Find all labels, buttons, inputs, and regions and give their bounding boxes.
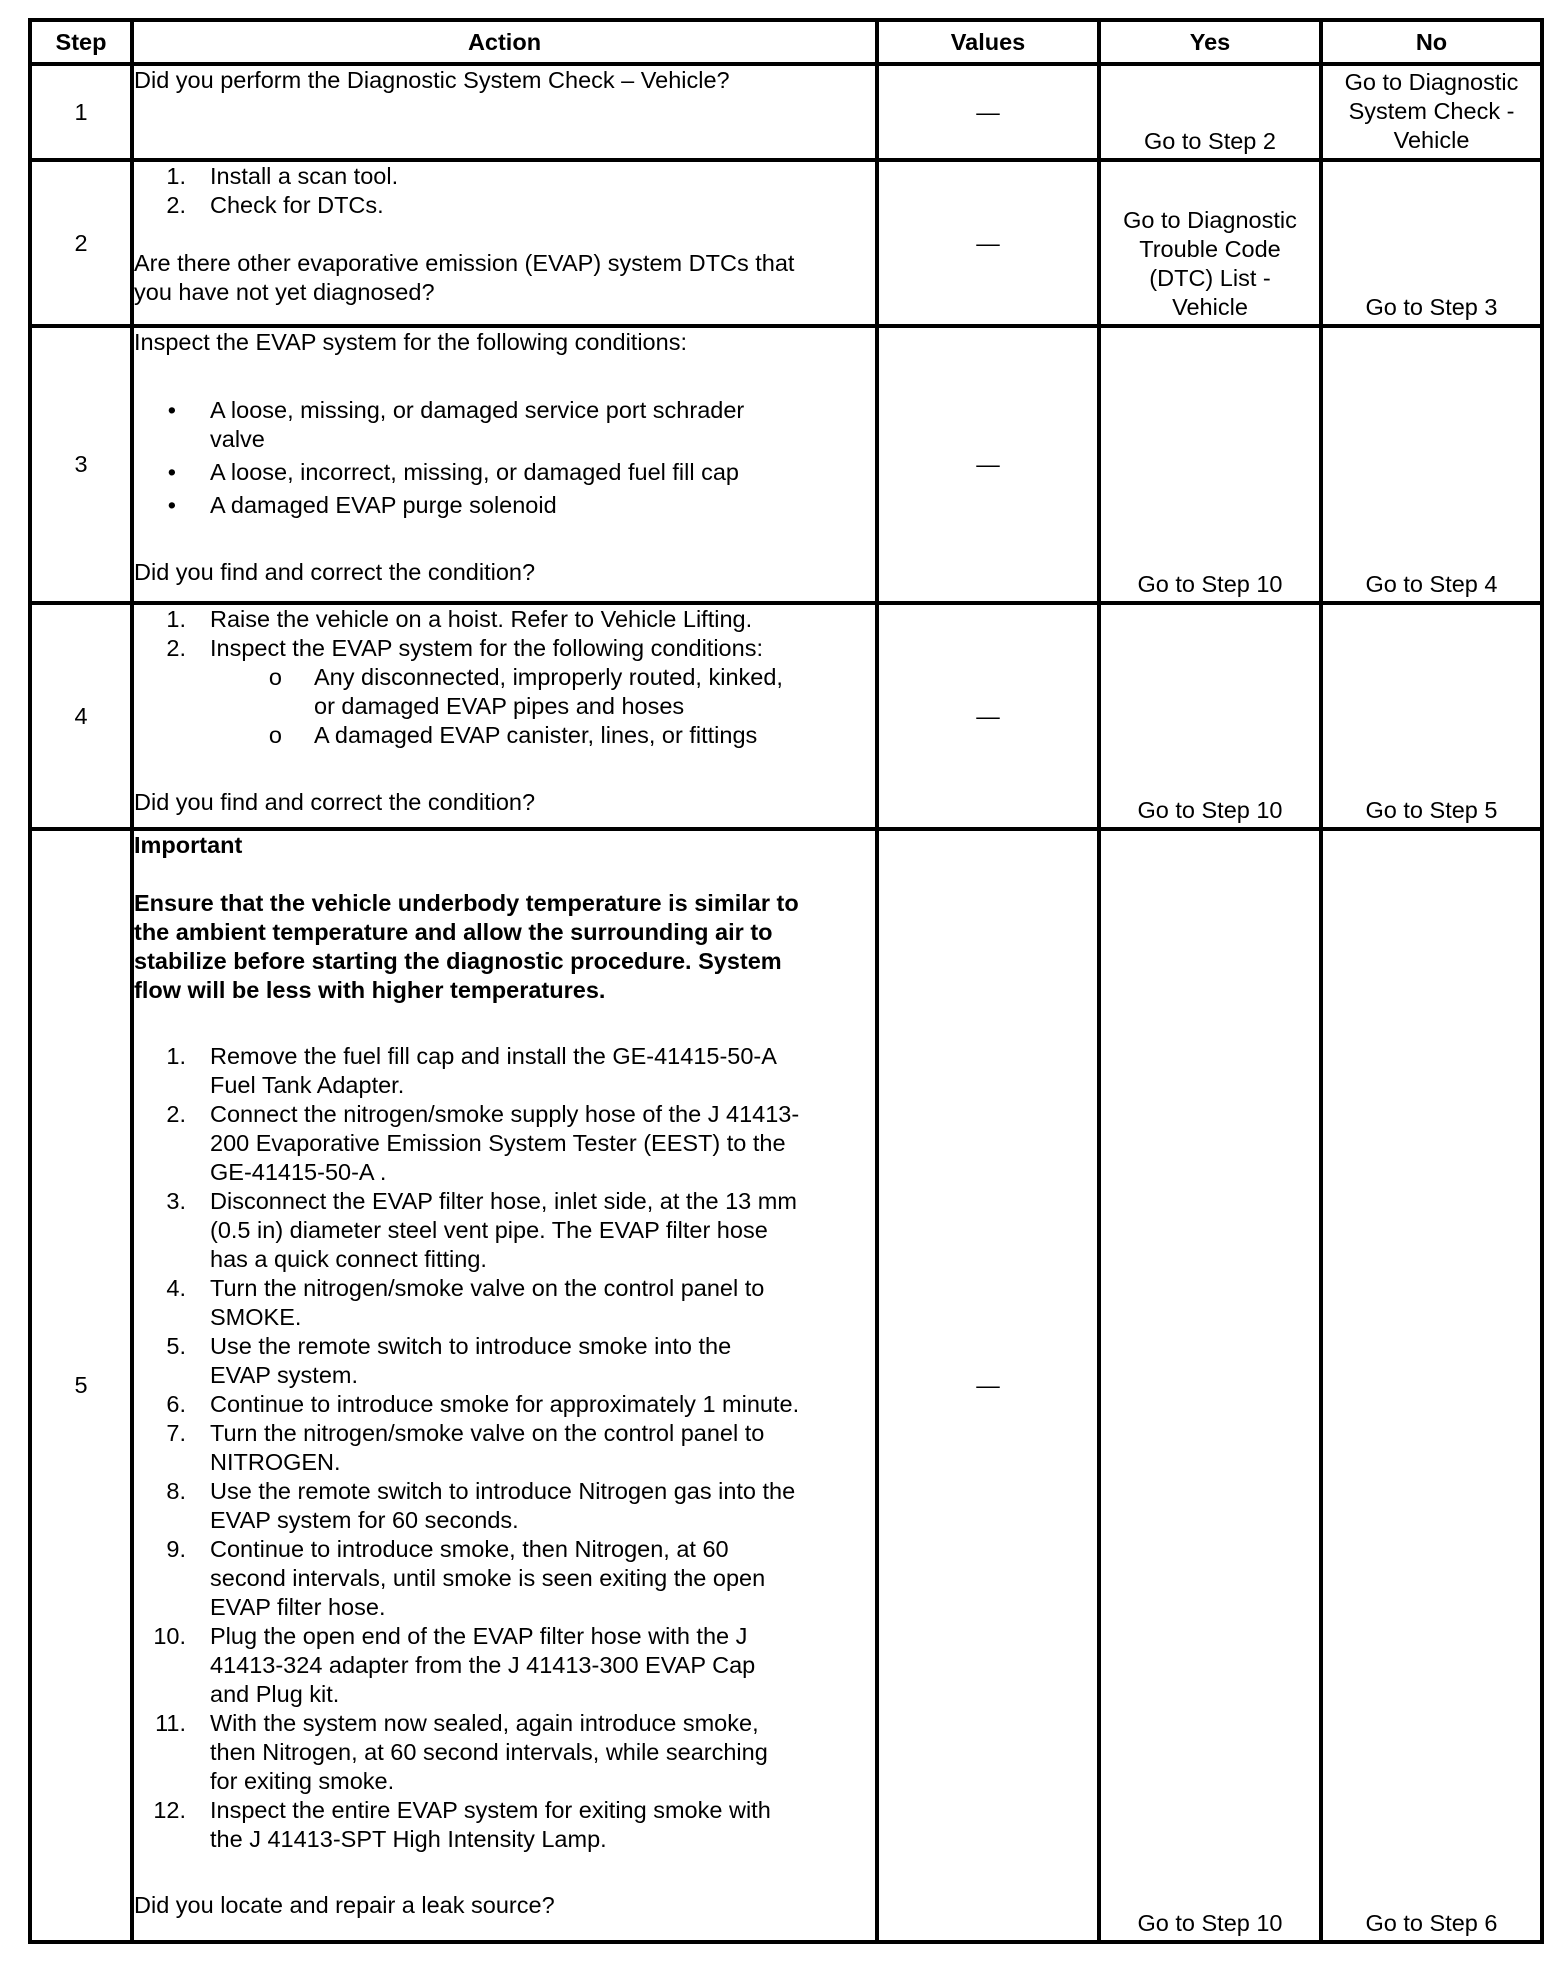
no-cell bbox=[1321, 160, 1542, 326]
header-step: Step bbox=[30, 20, 132, 64]
list-item: 6. Continue to introduce smoke for approximately 1 minute. bbox=[166, 1391, 800, 1417]
list-item: 2. Connect the nitrogen/smoke supply hose of the J 41413- 200 Evaporative Emission System Tester (EEST) to the GE-41415-50-A . bbox=[166, 1101, 800, 1185]
diagnostic-table bbox=[28, 18, 1544, 1944]
important-text: the ambient temperature and allow the surrounding air to bbox=[134, 919, 773, 945]
no-cell bbox=[1321, 829, 1542, 1942]
action-cell bbox=[132, 603, 877, 829]
action-cell bbox=[132, 64, 877, 160]
header-row bbox=[30, 20, 1542, 64]
header-no: No bbox=[1321, 20, 1542, 64]
header-values: Values bbox=[877, 20, 1099, 64]
no-cell bbox=[1321, 64, 1542, 160]
no-link[interactable]: Go to Step 6 bbox=[1365, 1910, 1498, 1936]
table-row-step-3 bbox=[30, 326, 1542, 603]
list-item: 11. With the system now sealed, again introduce smoke, then Nitrogen, at 60 second intervals, while searching for exiting smoke. bbox=[155, 1710, 768, 1794]
yes-line: Trouble Code bbox=[1139, 236, 1281, 262]
no-link[interactable]: Go to Step 5 bbox=[1365, 797, 1498, 823]
header-yes: Yes bbox=[1099, 20, 1321, 64]
action-cell bbox=[132, 326, 877, 603]
sub-item: o A damaged EVAP canister, lines, or fittings bbox=[268, 722, 758, 748]
question-text: you have not yet diagnosed? bbox=[134, 279, 435, 305]
important-text: Ensure that the vehicle underbody temperature is similar to bbox=[134, 890, 799, 916]
values-cell: — bbox=[877, 326, 1099, 603]
step-number: 2 bbox=[30, 160, 132, 326]
no-cell bbox=[1321, 326, 1542, 603]
bullet-item: • A loose, missing, or damaged service port schrader valve bbox=[167, 397, 745, 452]
yes-link[interactable]: Go to Step 10 bbox=[1137, 1910, 1283, 1936]
no-line: Vehicle bbox=[1393, 127, 1470, 153]
table-row-step-1 bbox=[30, 64, 1542, 160]
list-item: 2. Inspect the EVAP system for the following conditions: bbox=[166, 635, 763, 661]
bullet-item: • A loose, incorrect, missing, or damaged fuel fill cap bbox=[167, 459, 740, 485]
question-text: Did you find and correct the condition? bbox=[134, 789, 536, 815]
list-item: 2. Check for DTCs. bbox=[166, 192, 384, 218]
step-number: 1 bbox=[30, 64, 132, 160]
list-item: 3. Disconnect the EVAP filter hose, inlet side, at the 13 mm (0.5 in) diameter steel vent pipe. The EVAP filter hose has a quick connect fitting. bbox=[166, 1188, 797, 1272]
yes-line: Vehicle bbox=[1172, 294, 1248, 320]
list-item: 8. Use the remote switch to introduce Nitrogen gas into the EVAP system for 60 seconds. bbox=[166, 1478, 796, 1533]
bullet-item: • A damaged EVAP purge solenoid bbox=[167, 492, 557, 518]
no-link[interactable] bbox=[1323, 68, 1540, 155]
list-item: 9. Continue to introduce smoke, then Nitrogen, at 60 second intervals, until smoke is seen exiting the open EVAP filter hose. bbox=[166, 1536, 766, 1620]
yes-cell bbox=[1099, 160, 1321, 326]
list-item: 7. Turn the nitrogen/smoke valve on the control panel to NITROGEN. bbox=[166, 1420, 765, 1475]
list-item: 4. Turn the nitrogen/smoke valve on the control panel to SMOKE. bbox=[166, 1275, 765, 1330]
important-heading: Important bbox=[134, 832, 243, 858]
yes-link[interactable]: Go to Step 10 bbox=[1137, 797, 1283, 823]
question-text: Are there other evaporative emission (EVAP) system DTCs that bbox=[134, 250, 795, 276]
no-link[interactable]: Go to Step 4 bbox=[1365, 571, 1498, 597]
values-cell: — bbox=[877, 64, 1099, 160]
header-action: Action bbox=[132, 20, 877, 64]
yes-link[interactable]: Go to Step 10 bbox=[1137, 571, 1283, 597]
list-item: 1. Install a scan tool. bbox=[166, 163, 399, 189]
list-item: 12. Inspect the entire EVAP system for exiting smoke with the J 41413-SPT High Intensity Lamp. bbox=[153, 1797, 771, 1852]
action-cell bbox=[132, 829, 877, 1942]
list-item: 10. Plug the open end of the EVAP filter hose with the J 41413-324 adapter from the J 41413-300 EVAP Cap and Plug kit. bbox=[153, 1623, 756, 1707]
step-number: 4 bbox=[30, 603, 132, 829]
list-item: 1. Remove the fuel fill cap and install the GE-41415-50-A Fuel Tank Adapter. bbox=[166, 1043, 777, 1098]
important-text: stabilize before starting the diagnostic procedure. System bbox=[134, 948, 782, 974]
yes-cell bbox=[1099, 326, 1321, 603]
sub-item: o Any disconnected, improperly routed, kinked, or damaged EVAP pipes and hoses bbox=[268, 664, 783, 719]
table-row-step-4 bbox=[30, 603, 1542, 829]
step-number: 5 bbox=[30, 829, 132, 1942]
table-row-step-5 bbox=[30, 829, 1542, 1942]
yes-line: Go to Diagnostic bbox=[1123, 207, 1297, 233]
values-cell: — bbox=[877, 829, 1099, 1942]
yes-link[interactable] bbox=[1101, 206, 1319, 322]
no-cell bbox=[1321, 603, 1542, 829]
question-text: Did you locate and repair a leak source? bbox=[134, 1892, 555, 1918]
intro-text: Inspect the EVAP system for the following conditions: bbox=[134, 329, 687, 355]
step-number: 3 bbox=[30, 326, 132, 603]
table-row-step-2 bbox=[30, 160, 1542, 326]
values-cell: — bbox=[877, 603, 1099, 829]
yes-cell bbox=[1099, 829, 1321, 1942]
values-cell: — bbox=[877, 160, 1099, 326]
important-text: flow will be less with higher temperatures. bbox=[134, 977, 606, 1003]
question-text: Did you perform the Diagnostic System Check – Vehicle? bbox=[134, 67, 730, 93]
yes-cell bbox=[1099, 64, 1321, 160]
list-item: 1. Raise the vehicle on a hoist. Refer to Vehicle Lifting. bbox=[166, 606, 753, 632]
no-line: System Check - bbox=[1348, 98, 1515, 124]
no-line: Go to Diagnostic bbox=[1344, 69, 1519, 95]
yes-line: (DTC) List - bbox=[1149, 265, 1271, 291]
no-link[interactable]: Go to Step 3 bbox=[1365, 294, 1498, 320]
yes-link[interactable]: Go to Step 2 bbox=[1144, 128, 1276, 154]
list-item: 5. Use the remote switch to introduce smoke into the EVAP system. bbox=[166, 1333, 732, 1388]
action-cell bbox=[132, 160, 877, 326]
question-text: Did you find and correct the condition? bbox=[134, 559, 536, 585]
yes-cell bbox=[1099, 603, 1321, 829]
